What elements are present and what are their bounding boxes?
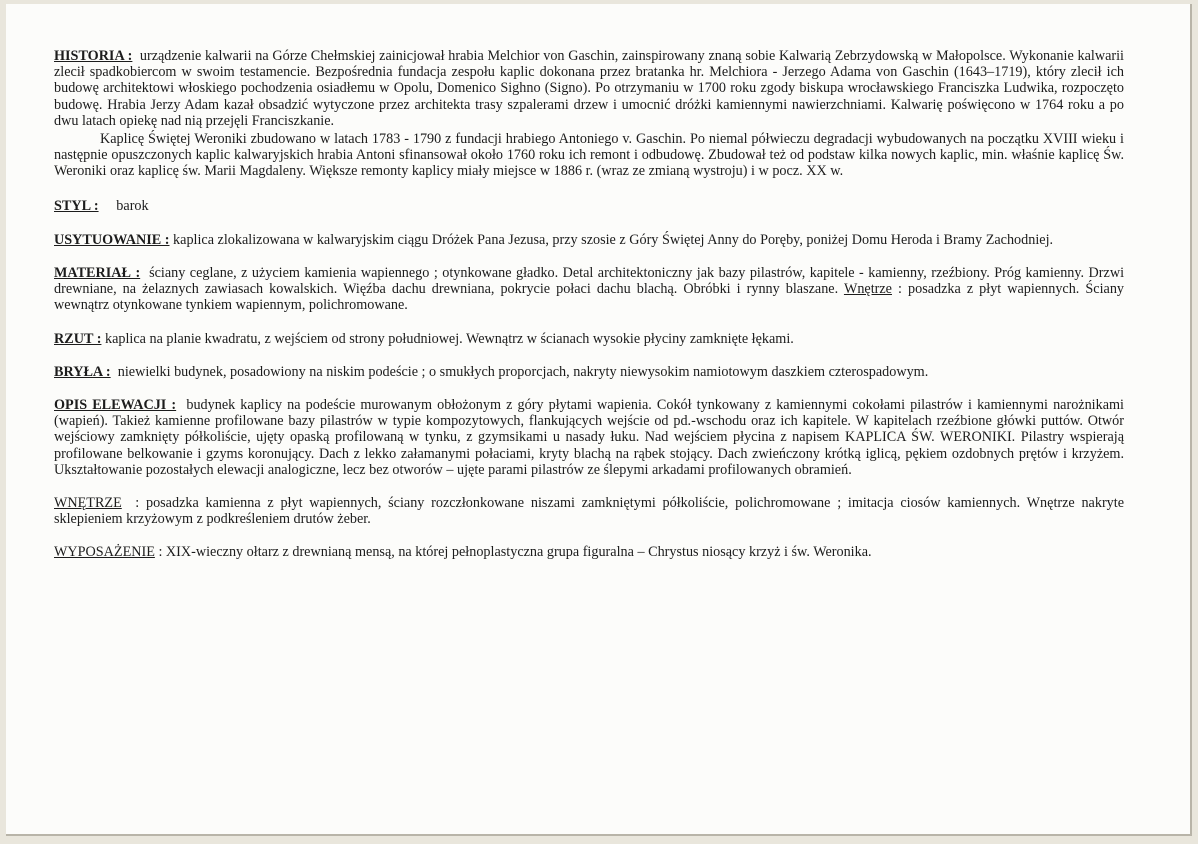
wnetrze-label: WNĘTRZE — [54, 495, 122, 512]
document-page — [6, 4, 1192, 836]
usytuowanie-paragraph — [54, 232, 1124, 248]
historia-label: HISTORIA : — [54, 48, 133, 64]
usytuowanie-label: USYTUOWANIE : — [54, 231, 170, 248]
material-wnetrze-text: : posadzka z płyt wapiennych. Ściany wewnątrz otynkowane tynkiem wapiennym, polichromowane. — [54, 281, 1125, 314]
opis-elewacji-text: budynek kaplicy na podeście murowanym obłożonym z góry płytami wapienia. Cokół tynkowany z kamiennymi cokołami pilastrów i kamiennymi narożnikami (wapień). Takież kamienne profilowane bazy pilastrów w typie kompozytowych, flankujących wejście od pd.-wschodu oraz ich kapitele. W kapitelach rzeźbione główki puttów. Otwór wejściowy zamknięty półkoliście, ujęty opaską profilowaną w tynku, z gzymsikami u nasady łuku. Nad wejściem płycina z napisem KAPLICA ŚW. WERONIKI. Pilastry wspierają profilowane belkowanie i gzyms koronujący. Dach z lekko załamanymi połaciami, kryty blachą na rąbek stojący. Dach zwieńczony krótką iglicą, pękiem ozdobnych prętów i krzyżem. Ukształtowanie pozostałych elewacji analogiczne, lecz bez otworów – ujęte parami pilastrów ze ślepymi arkadami profilowanych obramień. — [54, 397, 1124, 478]
rzut-paragraph — [54, 331, 1124, 347]
rzut-label: RZUT : — [54, 330, 102, 347]
material-text: ściany ceglane, z użyciem kamienia wapiennego ; otynkowane gładko. Detal architektoniczny jak bazy pilastrów, kapitele - kamienny, rzeźbiony. Próg kamienny. Drzwi drewniane, na żelaznych zawiasach kowalskich. Więźba dachu drewniana, pokrycie połaci dachu blachą. Obróbki i rynny blaszane. — [54, 265, 1125, 298]
bryla-label: BRYŁA : — [54, 363, 111, 380]
wyposazenie-label: WYPOSAŻENIE — [54, 544, 155, 561]
rzut-text: kaplica na planie kwadratu, z wejściem od strony południowej. Wewnątrz w ścianach wysokie płyciny zamknięte łękami. — [104, 330, 794, 347]
usytuowanie-text: kaplica zlokalizowana w kalwaryjskim ciągu Dróżek Pana Jezusa, przy szosie z Góry Świętej Anny do Poręby, poniżej Domu Heroda i Bramy Zachodniej. — [173, 231, 1054, 248]
styl-label: STYL : — [54, 197, 99, 214]
material-wnetrze-label: Wnętrze — [843, 281, 892, 298]
historia-text: urządzenie kalwarii na Górze Chełmskiej zainicjował hrabia Melchior von Gaschin, zainspirowany znaną sobie Kalwarią Zebrzydowską w Małopolsce. Wykonanie kalwarii zlecił spadkobiercom w swoim testamencie. Bezpośrednia fundacja zespołu kaplic dokonana przez bratanka hr. Melchiora - Jerzego Adama von Gaschin (1643–1719), który zlecił ich budowę architektowi włoskiego pochodzenia osiadłemu w Opolu, Domenico Sighno (Signo). Po otrzymaniu w 1700 roku zgody biskupa wrocławskiego Franciszka Ludwika, rozpoczęto budowę. Hrabia Jerzy Adam kazał obsadzić wytyczone przez architekta trasy szpalerami drzew i umocnić dróżki kamiennymi nawierzchniami. Kalwarię poświęcono w 1764 roku a po dwu latach opiekę nad nią przejęli Franciszkanie. — [54, 48, 1124, 129]
historia-paragraph — [54, 48, 1124, 129]
opis-elewacji-label: OPIS ELEWACJI : — [54, 397, 177, 414]
bryla-paragraph — [54, 364, 1124, 380]
styl-text: barok — [116, 197, 149, 214]
opis-elewacji-paragraph — [54, 397, 1124, 478]
historia-second-paragraph — [54, 131, 1124, 180]
wnetrze-paragraph — [54, 495, 1124, 527]
wyposazenie-text: : XIX-wieczny ołtarz z drewnianą mensą, na której pełnoplastyczna grupa figuralna – Chrystus niosący krzyż i św. Weronika. — [158, 544, 872, 561]
document-body — [54, 48, 1124, 561]
styl-paragraph — [54, 198, 1124, 214]
wnetrze-text: : posadzka kamienna z płyt wapiennych, ściany rozczłonkowane niszami zamkniętymi półkoliście, polichromowane ; imitacja ciosów kamiennych. Wnętrze nakryte sklepieniem krzyżowym z podkreśleniem drutów żeber. — [54, 495, 1125, 528]
material-paragraph — [54, 265, 1124, 314]
historia-text-2: Kaplicę Świętej Weroniki zbudowano w latach 1783 - 1790 z fundacji hrabiego Antoniego v. Gaschin. Po niemal półwieczu degradacji wybudowanych na początku XVIII wieku i następnie opuszczonych kaplic kalwaryjskich hrabia Antoni sfinansował około 1760 roku ich remont i odbudowę. Zbudował też od podstaw kilka nowych kaplic, min. właśnie kaplicę Św. Weroniki oraz kaplicę św. Marii Magdaleny. Większe remonty kaplicy miały miejsce w 1886 r. (wraz ze zmianą wystroju) i w pocz. XX w. — [54, 131, 1124, 180]
bryla-text: niewielki budynek, posadowiony na niskim podeście ; o smukłych proporcjach, nakryty niewysokim namiotowym daszkiem czterospadowym. — [117, 363, 929, 380]
wyposazenie-paragraph — [54, 544, 1124, 560]
material-label: MATERIAŁ : — [54, 265, 141, 282]
